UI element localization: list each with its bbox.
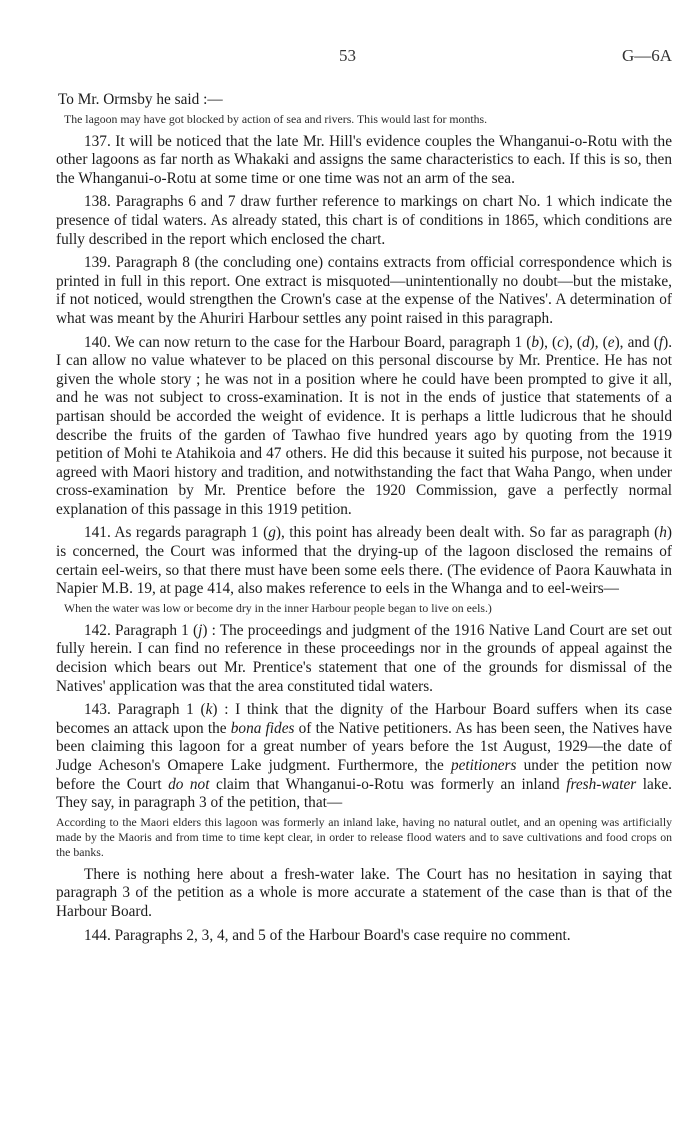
page-number: 53	[339, 46, 356, 65]
paragraph-140-text: ), (	[538, 333, 558, 351]
paragraph-143-text: claim that Whanganui-o-Rotu was formerly an inland	[209, 775, 567, 793]
paragraph-143-italic: fresh-water	[566, 775, 637, 793]
paragraph-141-ref-h: h	[659, 524, 667, 542]
paragraph-140-ref-c: c	[557, 333, 564, 351]
paragraph-140-ref-f: f	[658, 333, 664, 351]
quote-petition: According to the Maori elders this lagoon was formerly an inland lake, having no natural outlet, and an opening was artificially made by the Maoris and from time to time kept clear, in order to release flood waters and to save cultivations and food crops on the banks.	[56, 814, 672, 859]
paragraph-138: 138. Paragraphs 6 and 7 draw further reference to markings on chart No. 1 which indicate the presence of tidal waters. As already stated, this chart is of conditions in 1865, which conditions are fully described in the report which enclosed the chart.	[56, 193, 672, 248]
paragraph-141	[56, 524, 672, 598]
paragraph-141-text: ), this point has already been dealt with. So far as paragraph (	[275, 524, 660, 542]
paragraph-fresh-water: There is nothing here about a fresh-water lake. The Court has no hesitation in saying that paragraph 3 of the petition as a whole is more accurate a statement of the case than is that of the Harbour Board.	[56, 865, 672, 920]
paragraph-139: 139. Paragraph 8 (the concluding one) contains extracts from official correspondence which is printed in full in this report. One extract is misquoted—unintentionally no doubt—but the mistake, if not noticed, would strengthen the Crown's case at the expense of the Natives'. A determination of what was meant by the Ahuriri Harbour settles any point raised in this paragraph.	[56, 254, 672, 327]
paragraph-140-ref-d: d	[582, 333, 590, 351]
paragraph-143-text: under the petition now before the Court	[56, 757, 672, 793]
paragraph-144: 144. Paragraphs 2, 3, 4, and 5 of the Harbour Board's case require no comment.	[84, 926, 571, 944]
paragraph-143-ref-k: k	[205, 701, 213, 719]
paragraph-143-text: lake. They say, in paragraph 3 of the petition, that—	[56, 775, 672, 812]
document-reference: G—6A	[621, 46, 672, 65]
paragraph-143-text: of the Native petitioners. As has been seen, the Natives have been claiming this lagoon for a great number of years before the 1st August, 1929—the date of Judge Acheson's Omapere Lake judgment. Furthermore, the	[56, 719, 672, 774]
paragraph-143-text: 143. Paragraph 1 (	[84, 701, 206, 719]
paragraph-140	[56, 334, 672, 520]
paragraph-141-ref-g: g	[268, 524, 276, 542]
paragraph-141-text: 141. As regards paragraph 1 (	[84, 524, 269, 542]
paragraph-143-italic: bona fides	[230, 719, 295, 737]
paragraph-143-italic: do not	[168, 775, 210, 793]
paragraph-140-text: ), and (	[614, 333, 659, 351]
paragraph-142-text: 142. Paragraph 1 (	[84, 621, 199, 639]
paragraph-140-ref-b: b	[531, 333, 539, 351]
paragraph-143-text: ) : I think that the dignity of the Harbour Board suffers when its case becomes an attack upon the	[56, 701, 672, 737]
quote-ormsby: The lagoon may have got blocked by action of sea and rivers. This would last for months.	[64, 111, 488, 126]
paragraph-140-text: ). I can allow no value whatever to be placed on this personal discourse by Mr. Prentice. He has not given the whole story ; he was not in a position where he could have been prompted to give it all, and he was not subject to cross-examination. It is not in the ends of justice that statements of a partisan should be accorded the weight of evidence. It is perhaps a little ludicrous that he should describe the fruits of the garden of Tawhao five hundred years ago by quoting from the 1919 petition of Mohi te Atahikoia and 47 others. He did this because it suited his purpose, not because it agreed with Maori history and tradition, and notwithstanding the fact that Waha Pango, when under cross-examination by Mr. Prentice before the 1920 Commission, gave a perfectly normal explanation of this passage in this 1919 petition.	[56, 333, 673, 518]
paragraph-143	[56, 701, 672, 813]
quote-eels: When the water was low or become dry in the inner Harbour people began to live on eels.)	[64, 600, 492, 615]
paragraph-140-text: ), (	[589, 333, 608, 351]
paragraph-140-text: ), (	[563, 333, 582, 351]
paragraph-143-italic: petitioners	[450, 757, 517, 774]
paragraph-142	[56, 622, 672, 696]
document-body	[56, 91, 672, 945]
paragraph-140-text: 140. We can now return to the case for the Harbour Board, paragraph 1 (	[84, 333, 532, 351]
paragraph-142-ref-j: j	[198, 621, 203, 639]
paragraph-140-ref-e: e	[607, 333, 615, 351]
paragraph-142-text: ) : The proceedings and judgment of the 1916 Native Land Court are set out fully herein. I can find no reference in these proceedings nor in the grounds of appeal against the decision which bears out Mr. Prentice's statement that one of the grounds for dismissal of the Natives' application was that the area constituted tidal waters.	[56, 621, 672, 695]
paragraph-141-text: ) is concerned, the Court was informed that the drying-up of the lagoon disclosed the remains of certain eel-weirs, so that there must have been some eels there. (The evidence of Paora Kauwhata in Napier M.B. 19, at page 414, also makes reference to eels in the Whanga and to eel-weirs—	[56, 524, 672, 598]
intro-line: To Mr. Ormsby he said :—	[58, 91, 223, 108]
paragraph-137: 137. It will be noticed that the late Mr. Hill's evidence couples the Whanganui-o-Rotu with the other lagoons as far north as Whakaki and assigns the same characteristics to each. If this is so, then the Whanganui-o-Rotu at some time or one time was not an arm of the sea.	[56, 132, 672, 187]
page-header	[0, 46, 700, 70]
